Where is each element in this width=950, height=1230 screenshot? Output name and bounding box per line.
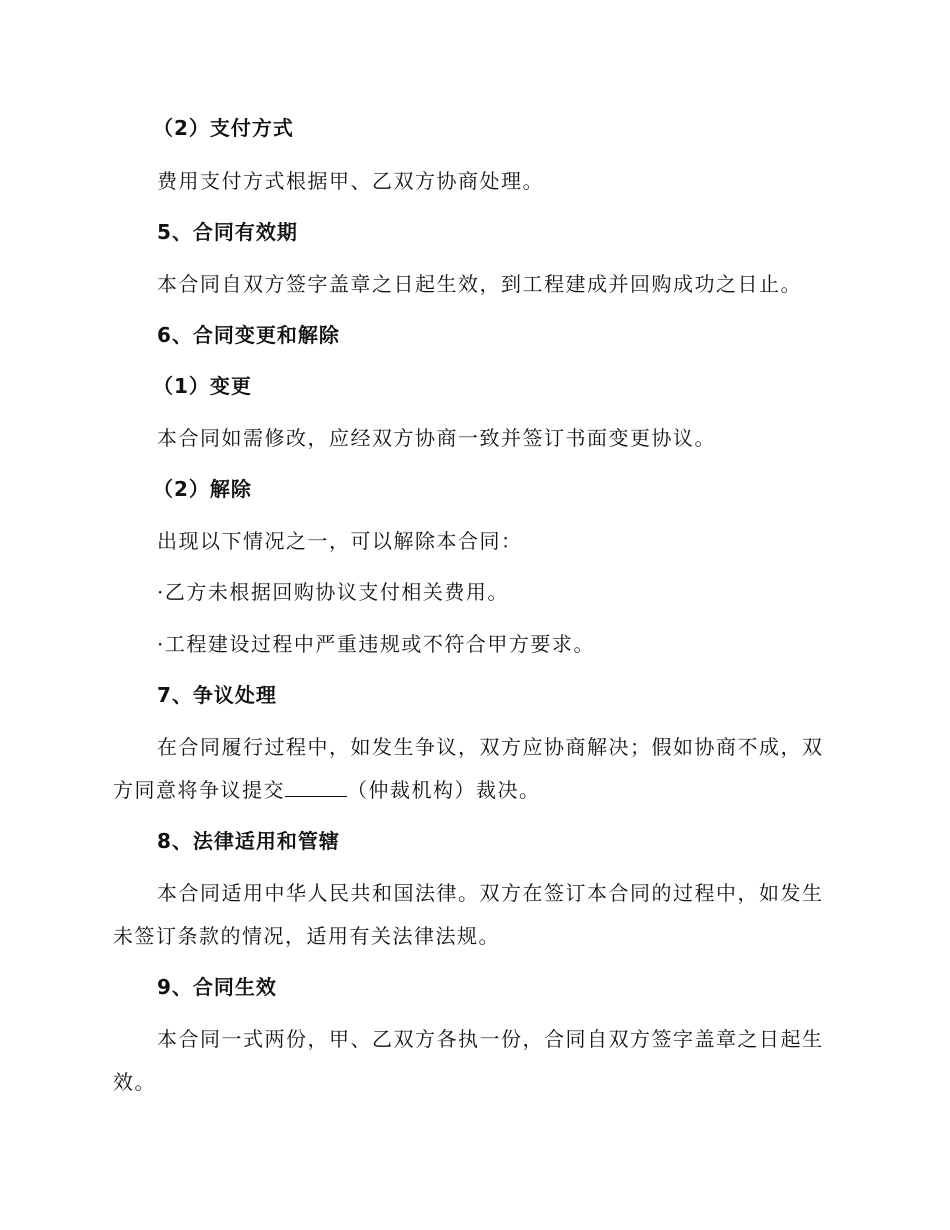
section-6-1-heading: （1）变更 xyxy=(153,374,252,398)
section-8-heading: 8、法律适用和管辖 xyxy=(157,829,340,853)
section-5-heading: 5、合同有效期 xyxy=(157,220,298,244)
section-9-line-1: 本合同一式两份，甲、乙双方各执一份，合同自双方签字盖章之日起生 xyxy=(157,1027,824,1051)
section-8-line-2: 未签订条款的情况，适用有关法律法规。 xyxy=(113,924,500,948)
section-9-heading: 9、合同生效 xyxy=(157,975,277,999)
section-6-1-text: 本合同如需修改，应经双方协商一致并签订书面变更协议。 xyxy=(157,426,716,450)
section-7-line-1: 在合同履行过程中，如发生争议，双方应协商解决；假如协商不成，双 xyxy=(157,735,824,759)
section-4-2-text: 费用支付方式根据甲、乙双方协商处理。 xyxy=(157,169,544,193)
section-6-2-heading: （2）解除 xyxy=(153,477,252,501)
section-4-2-heading: （2）支付方式 xyxy=(153,116,294,140)
section-7-heading: 7、争议处理 xyxy=(157,683,277,707)
section-9-line-2: 效。 xyxy=(113,1070,156,1094)
arbitration-blank xyxy=(285,778,347,797)
list-item: ·工程建设过程中严重违规或不符合甲方要求。 xyxy=(157,632,595,656)
section-6-2-intro: 出现以下情况之一，可以解除本合同： xyxy=(157,529,523,553)
section-5-text: 本合同自双方签字盖章之日起生效，到工程建成并回购成功之日止。 xyxy=(157,272,802,296)
section-6-heading: 6、合同变更和解除 xyxy=(157,323,340,347)
section-8-line-1: 本合同适用中华人民共和国法律。双方在签订本合同的过程中，如发生 xyxy=(157,881,824,905)
section-7-line-2-after: （仲裁机构）裁决。 xyxy=(347,778,541,802)
section-7-line-2-before: 方同意将争议提交 xyxy=(113,778,285,802)
list-item: ·乙方未根据回购协议支付相关费用。 xyxy=(157,580,509,604)
section-7-line-2 xyxy=(113,777,541,803)
